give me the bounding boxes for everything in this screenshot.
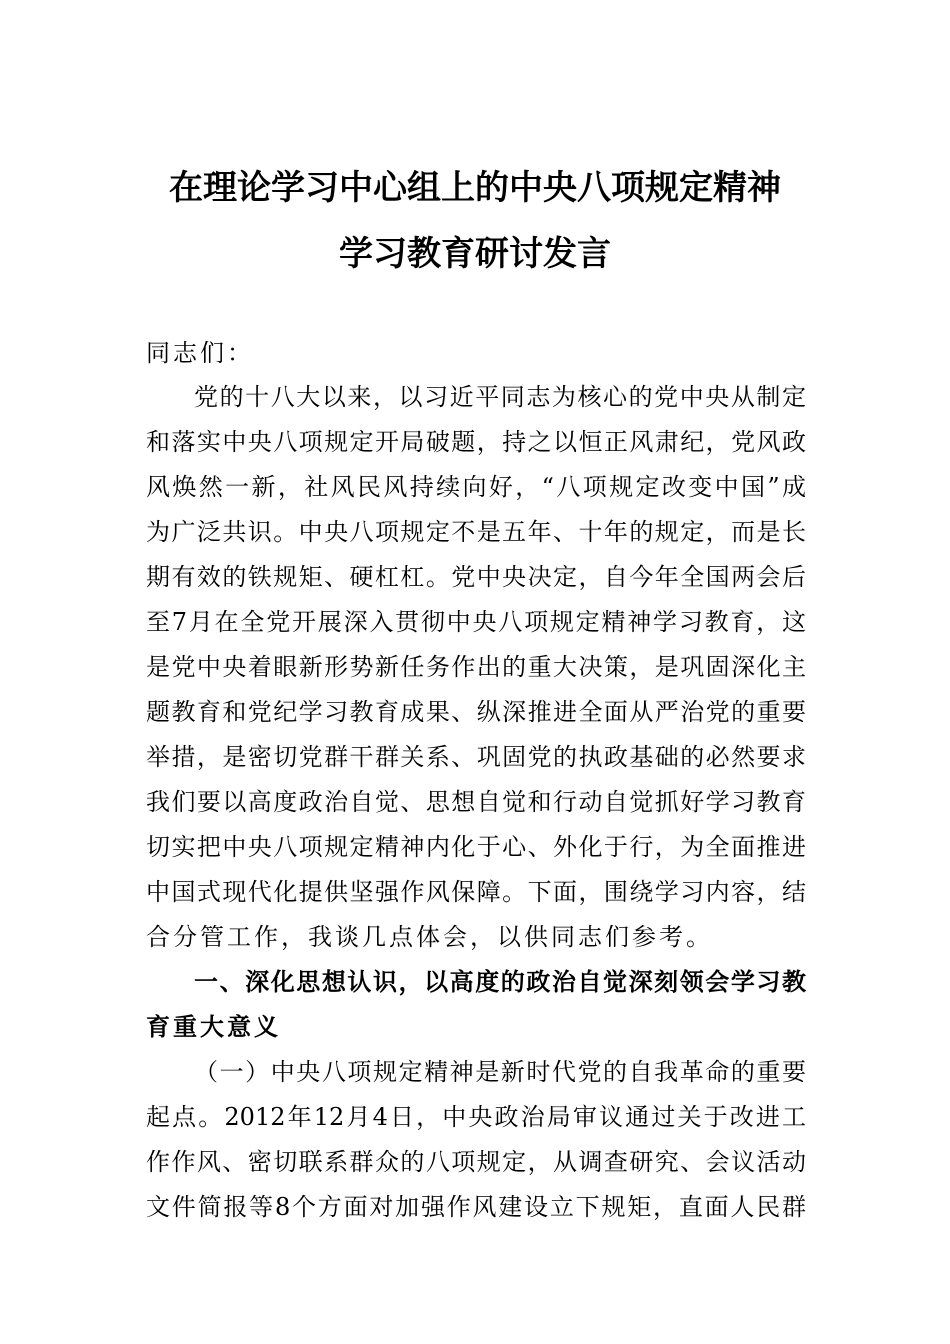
paragraph-line: 中国式现代化提供坚强作风保障。下面，围绕学习内容，结 [146, 878, 806, 906]
paragraph-line: 我们要以高度政治自觉、思想自觉和行动自觉抓好学习教育 [146, 788, 806, 816]
paragraph-line: 风焕然一新，社风民风持续向好，“八项规定改变中国”成 [146, 473, 806, 501]
paragraph-line: 和落实中央八项规定开局破题，持之以恒正风肃纪，党风政 [146, 428, 806, 456]
paragraph-line: 是党中央着眼新形势新任务作出的重大决策，是巩固深化主 [146, 653, 806, 681]
paragraph-line: 作作风、密切联系群众的八项规定，从调查研究、会议活动 [146, 1148, 806, 1176]
salutation: 同志们： [146, 339, 254, 367]
paragraph-line: 起点。2012年12月4日，中央政治局审议通过关于改进工 [146, 1103, 806, 1131]
document-title-line-2: 学习教育研讨发言 [339, 234, 611, 274]
document-title-line-1: 在理论学习中心组上的中央八项规定精神 [169, 168, 781, 208]
section-heading-line: 一、深化思想认识，以高度的政治自觉深刻领会学习教 [194, 968, 806, 996]
paragraph-line: 至7月在全党开展深入贯彻中央八项规定精神学习教育，这 [146, 608, 806, 636]
paragraph-line: （一）中央八项规定精神是新时代党的自我革命的重要 [194, 1058, 806, 1086]
paragraph-line: 文件简报等8个方面对加强作风建设立下规矩，直面人民群 [146, 1193, 806, 1221]
paragraph-line: 合分管工作，我谈几点体会，以供同志们参考。 [146, 923, 713, 951]
paragraph-line: 期有效的铁规矩、硬杠杠。党中央决定，自今年全国两会后 [146, 563, 806, 591]
section-heading-line: 育重大意义 [146, 1013, 281, 1041]
paragraph-line: 题教育和党纪学习教育成果、纵深推进全面从严治党的重要 [146, 698, 806, 726]
paragraph-line: 举措，是密切党群干群关系、巩固党的执政基础的必然要求 [146, 743, 806, 771]
paragraph-line: 党的十八大以来，以习近平同志为核心的党中央从制定 [194, 383, 806, 411]
paragraph-line: 切实把中央八项规定精神内化于心、外化于行，为全面推进 [146, 833, 806, 861]
paragraph-line: 为广泛共识。中央八项规定不是五年、十年的规定，而是长 [146, 518, 806, 546]
